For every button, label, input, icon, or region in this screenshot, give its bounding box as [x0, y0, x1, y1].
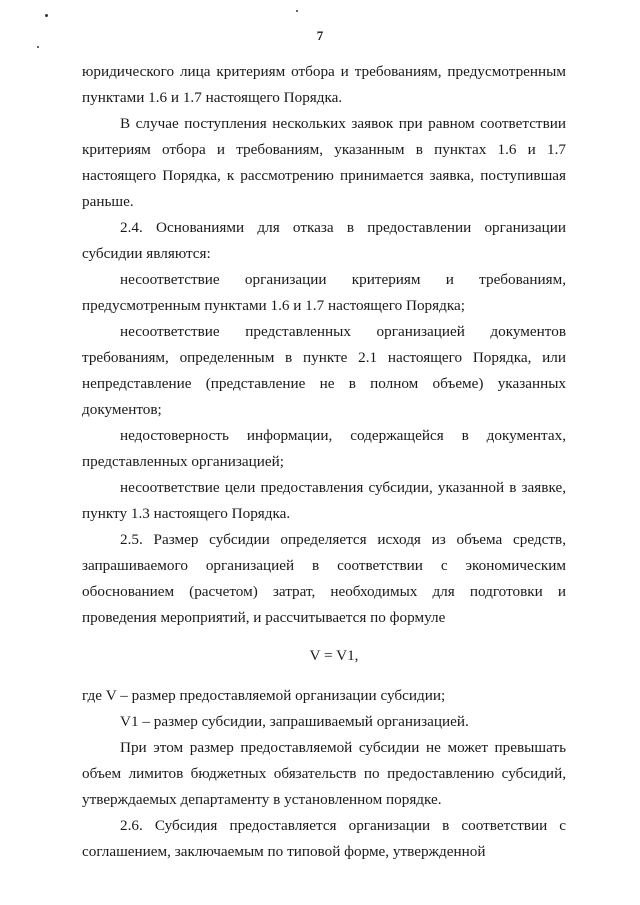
- paragraph: V1 – размер субсидии, запрашиваемый организацией.: [120, 713, 469, 730]
- scan-speck: [296, 10, 298, 12]
- paragraph: 2.5. Размер субсидии определяется исходя из объема средств, запрашиваемого организацией в соответствии с экономическим обоснованием (расчетом) затрат, необходимых для подготовки и проведения мероприятий, и рассчитывается по формуле: [82, 531, 566, 626]
- paragraph: где V – размер предоставляемой организации субсидии;: [82, 687, 446, 704]
- formula: V = V1,: [309, 647, 359, 664]
- paragraph: В случае поступления нескольких заявок при равном соответствии критериям отбора и требованиям, указанным в пунктах 1.6 и 1.7 настоящего Порядка, к рассмотрению принимается заявка, поступившая раньше.: [82, 115, 566, 210]
- paragraph: несоответствие представленных организацией документов требованиям, определенным в пункте 2.1 настоящего Порядка, или непредставление (представление не в полном объеме) указанных документов;: [82, 323, 566, 418]
- scan-speck: [45, 14, 48, 17]
- document-body: [82, 59, 566, 865]
- paragraph: недостоверность информации, содержащейся в документах, представленных организацией;: [82, 427, 566, 470]
- page-number: 7: [316, 28, 324, 43]
- paragraph: 2.6. Субсидия предоставляется организации в соответствии с соглашением, заключаемым по типовой форме, утвержденной: [82, 817, 566, 860]
- paragraph: несоответствие организации критериям и требованиям, предусмотренным пунктами 1.6 и 1.7 настоящего Порядка;: [82, 271, 566, 314]
- scan-speck: [37, 46, 39, 48]
- paragraph: При этом размер предоставляемой субсидии не может превышать объем лимитов бюджетных обязательств по предоставлению субсидий, утверждаемых департаменту в установленном порядке.: [82, 739, 566, 808]
- paragraph: 2.4. Основаниями для отказа в предоставлении организации субсидии являются:: [82, 219, 566, 262]
- paragraph: юридического лица критериям отбора и требованиям, предусмотренным пунктами 1.6 и 1.7 настоящего Порядка.: [82, 63, 566, 106]
- paragraph: несоответствие цели предоставления субсидии, указанной в заявке, пункту 1.3 настоящего Порядка.: [82, 479, 566, 522]
